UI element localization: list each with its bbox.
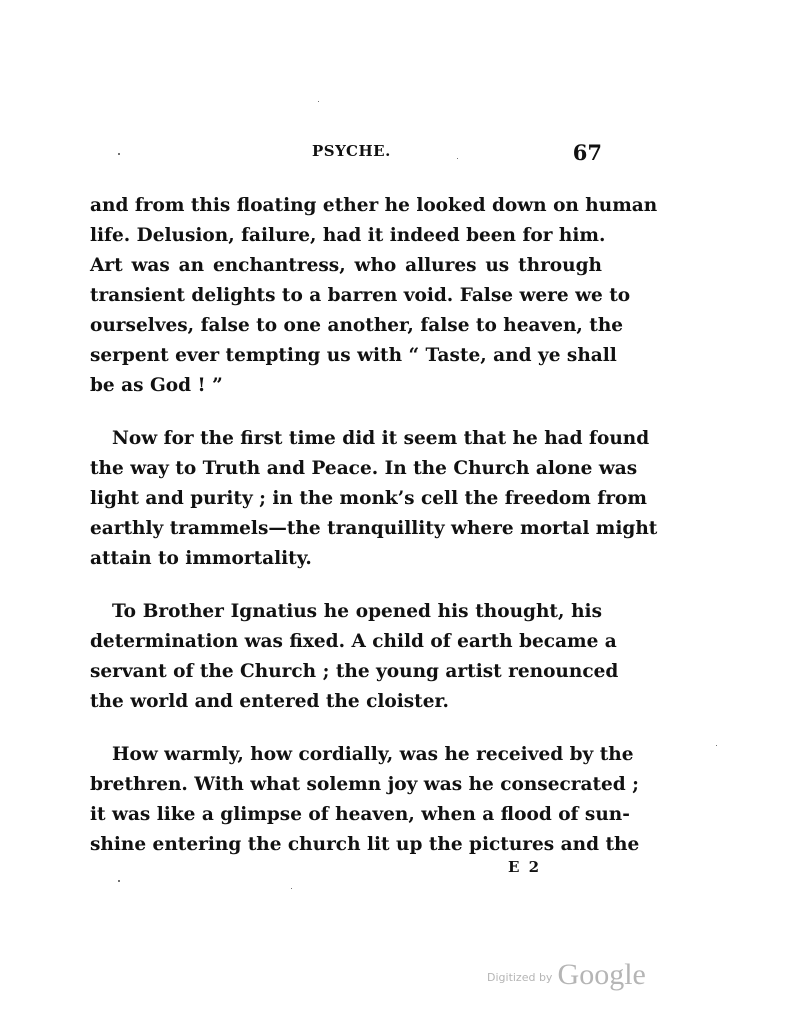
running-title: PSYCHE. [312,142,391,160]
text-line: brethren. With what solemn joy was he consecrated ; [90,774,639,795]
text-line: To Brother Ignatius he opened his thought, his [112,601,602,622]
text-line: it was like a glimpse of heaven, when a flood of sun- [90,804,630,825]
scan-speck [318,101,319,102]
paragraph-1 [90,191,658,401]
text-line: serpent ever tempting us with “ Taste, and ye shall [90,345,617,366]
text-line: and from this floating ether he looked down on human [90,195,658,216]
paragraph-3 [90,597,619,717]
text-line: light and purity ; in the monk’s cell the freedom from [90,488,647,509]
signature-mark: E 2 [508,858,542,876]
paragraph-4 [90,740,640,860]
page-number: 67 [572,140,602,165]
scan-speck [291,888,292,889]
text-line: the world and entered the cloister. [90,691,449,712]
text-line: life. Delusion, failure, had it indeed been for him. [90,225,606,246]
text-line: servant of the Church ; the young artist renounced [90,661,619,682]
running-header [90,142,602,172]
text-line: the way to Truth and Peace. In the Church alone was [90,458,638,479]
text-line: shine entering the church lit up the pictures and the [90,834,640,855]
text-line: be as God ! ” [90,375,223,396]
body-text [90,191,658,883]
text-line: Now for the first time did it seem that he had found [112,428,650,449]
text-line: ourselves, false to one another, false to heaven, the [90,315,624,336]
digitized-watermark [487,958,646,992]
text-line: attain to immortality. [90,548,312,569]
google-logo: Google [557,958,646,991]
text-line: transient delights to a barren void. False were we to [90,285,631,306]
watermark-prefix: Digitized by [487,971,553,984]
paragraph-2 [90,424,658,574]
scan-speck [716,745,717,746]
text-line: How warmly, how cordially, was he received by the [112,744,634,765]
text-line: earthly trammels—the tranquillity where mortal might [90,518,658,539]
text-line: determination was fixed. A child of earth became a [90,631,617,652]
text-line: Art was an enchantress, who allures us through [90,255,602,276]
